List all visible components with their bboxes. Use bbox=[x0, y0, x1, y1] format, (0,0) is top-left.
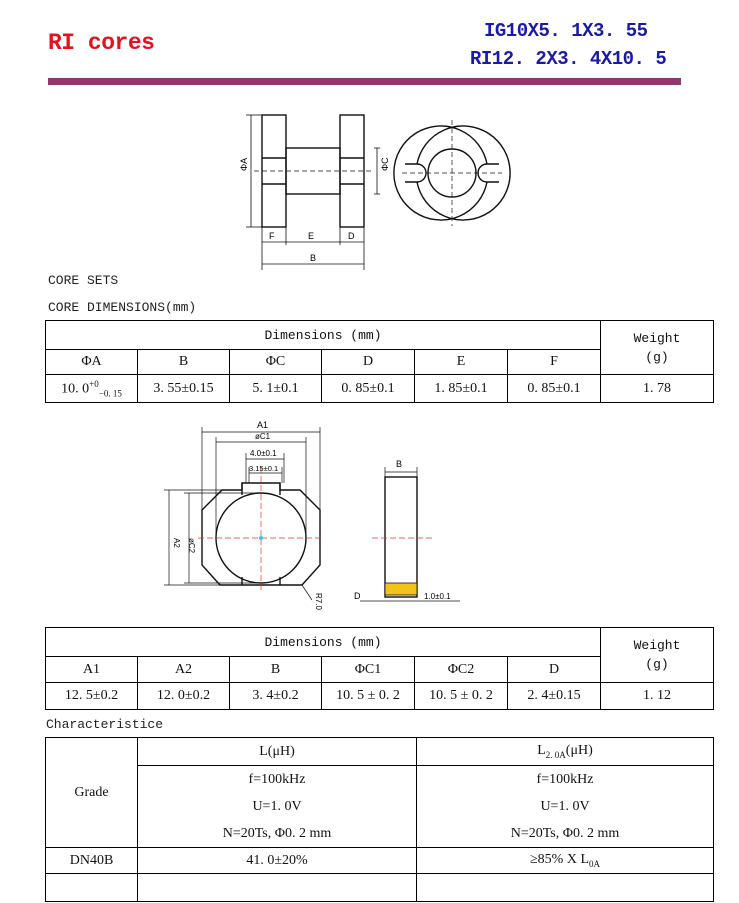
dim-label-d: D bbox=[348, 231, 355, 241]
table1-value-d: 0. 85±0.1 bbox=[322, 375, 415, 403]
table1-value-f: 0. 85±0.1 bbox=[508, 375, 601, 403]
table1-value-b: 3. 55±0.15 bbox=[138, 375, 230, 403]
table1-col-a: ΦA bbox=[46, 350, 138, 375]
table2-value-d: 2. 4±0.15 bbox=[508, 683, 601, 710]
grade-value: DN40B bbox=[46, 848, 138, 874]
section-core-dimensions: CORE DIMENSIONS(mm) bbox=[48, 300, 197, 315]
grade-header: Grade bbox=[46, 738, 138, 848]
page-title: RI cores bbox=[48, 30, 155, 56]
table2-col-d: D bbox=[508, 657, 601, 683]
dim-label-b2: B bbox=[396, 459, 403, 469]
dim-label-c: ΦC bbox=[380, 157, 390, 171]
table2-value-a2: 12. 0±0.2 bbox=[138, 683, 230, 710]
table2-value-c1: 10. 5 ± 0. 2 bbox=[322, 683, 415, 710]
table2-col-a1: A1 bbox=[46, 657, 138, 683]
table1-col-f: F bbox=[508, 350, 601, 375]
table1-col-c: ΦC bbox=[230, 350, 322, 375]
section-characteristics: Characteristice bbox=[46, 717, 164, 732]
characteristics-table bbox=[45, 737, 714, 902]
dim-label-e: E bbox=[308, 231, 315, 241]
header-divider bbox=[48, 78, 681, 85]
table2-col-b: B bbox=[230, 657, 322, 683]
l-header: L(μH) bbox=[138, 738, 417, 766]
table2-value-a1: 12. 5±0.2 bbox=[46, 683, 138, 710]
dim-label-width-inner: 3.15±0.1 bbox=[249, 464, 279, 473]
table1-value-c: 5. 1±0.1 bbox=[230, 375, 322, 403]
table1-col-e: E bbox=[415, 350, 508, 375]
section-core-sets: CORE SETS bbox=[48, 273, 119, 288]
table1-col-d: D bbox=[322, 350, 415, 375]
table1-group-header: Dimensions (mm) bbox=[46, 321, 601, 350]
table1-weight-value: 1. 78 bbox=[601, 375, 714, 403]
table1-value-e: 1. 85±0.1 bbox=[415, 375, 508, 403]
l2-conditions: f=100kHz U=1. 0V N=20Ts, Φ0. 2 mm bbox=[417, 766, 714, 848]
l2-value: ≥85% X $L_{0A}$ bbox=[417, 848, 714, 874]
l2-header: $L_{2. 0A}(\mu H)$ bbox=[417, 738, 714, 766]
dim-label-b: B bbox=[310, 253, 317, 263]
empty-cell bbox=[138, 874, 417, 902]
table2-value-b: 3. 4±0.2 bbox=[230, 683, 322, 710]
table1-value-a: 10. $0^{+0}_{-0. 15}$ bbox=[46, 375, 138, 403]
table2-weight-value: 1. 12 bbox=[601, 683, 714, 710]
table2-col-c1: ΦC1 bbox=[322, 657, 415, 683]
empty-cell bbox=[417, 874, 714, 902]
table2-col-a2: A2 bbox=[138, 657, 230, 683]
empty-cell bbox=[46, 874, 138, 902]
dim-label-a1: A1 bbox=[257, 420, 269, 430]
dim-label-a2: A2 bbox=[172, 538, 181, 548]
dim-label-thickness: 1.0±0.1 bbox=[424, 592, 451, 601]
table1-col-b: B bbox=[138, 350, 230, 375]
l-value: 41. 0±20% bbox=[138, 848, 417, 874]
table2-weight-header: Weight (g) bbox=[601, 628, 714, 683]
part-number-primary: IG10X5. 1X3. 55 bbox=[484, 20, 648, 42]
core-dimensions-table-2 bbox=[45, 627, 714, 710]
dim-label-c1: øC1 bbox=[255, 432, 271, 441]
dim-label-width-slot: 4.0±0.1 bbox=[250, 449, 277, 458]
dim-label-radius: R7.0 bbox=[314, 593, 323, 610]
table2-group-header: Dimensions (mm) bbox=[46, 628, 601, 657]
dim-label-c2: øC2 bbox=[187, 538, 196, 554]
core-dimensions-table bbox=[45, 320, 714, 403]
l-conditions: f=100kHz U=1. 0V N=20Ts, Φ0. 2 mm bbox=[138, 766, 417, 848]
table2-value-c2: 10. 5 ± 0. 2 bbox=[415, 683, 508, 710]
part-number-secondary: RI12. 2X3. 4X10. 5 bbox=[470, 48, 667, 70]
dim-label-f: F bbox=[269, 231, 275, 241]
table1-weight-header: Weight (g) bbox=[601, 321, 714, 375]
dim-label-d2: D bbox=[354, 591, 361, 601]
table2-col-c2: ΦC2 bbox=[415, 657, 508, 683]
core-set-drawing bbox=[232, 100, 522, 270]
dim-label-a: ΦA bbox=[239, 157, 249, 171]
core-dimensions-drawing bbox=[160, 415, 480, 620]
